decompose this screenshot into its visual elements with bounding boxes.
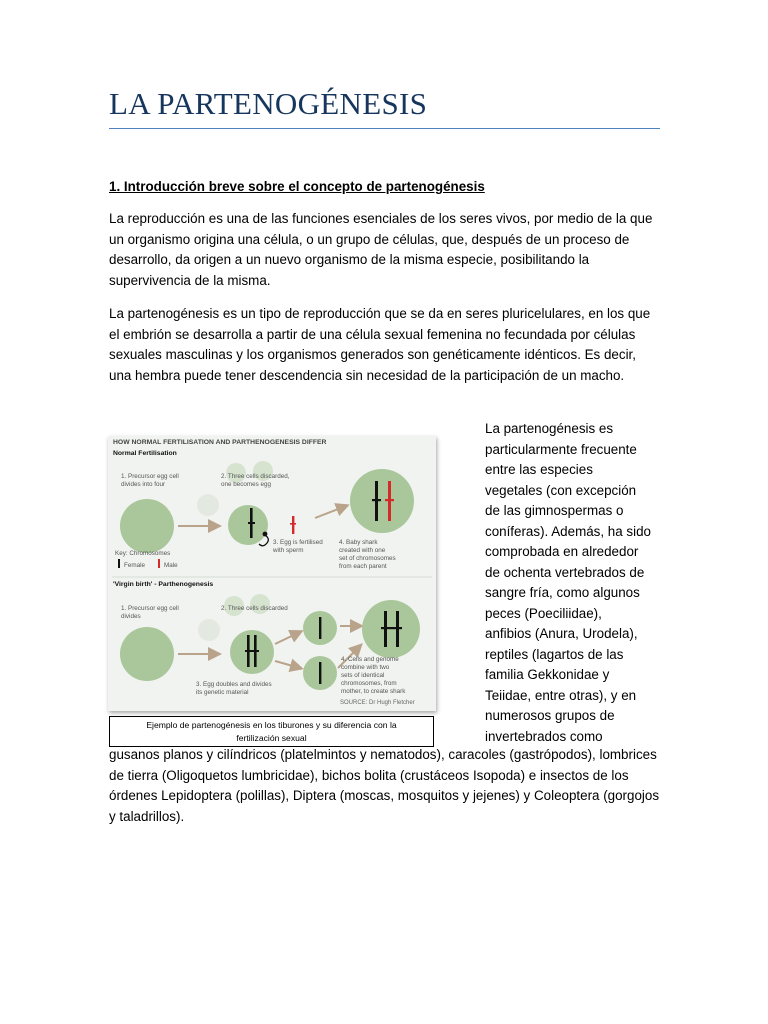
side-line: familia Gekkonidae y xyxy=(485,667,610,682)
side-line: invertebrados como xyxy=(485,728,603,744)
side-line: particularmente frecuente xyxy=(485,441,637,457)
side-line: sangre fría, como algunos xyxy=(485,585,640,600)
discarded-cell xyxy=(197,494,219,516)
female-chromosome-band xyxy=(372,499,381,501)
step2-label: 2. Three cells discarded, xyxy=(221,473,290,480)
source-credit: SOURCE: Dr Hugh Fletcher xyxy=(340,700,415,706)
male-chromosome-band xyxy=(290,523,296,525)
virgin-step1-label: divides xyxy=(121,613,141,620)
paragraph-parthenogenesis-definition: La partenogénesis es un tipo de reproducción que se da en seres pluricelulares, en los que el embrión se desarrolla a partir de una célula sexual femenina no fecundada por células sexuales masculinas y los organismos generados son genéticamente idénticos. Es decir, una hembra puede tener descendencia sin necesidad de la participación de un macho. xyxy=(109,306,651,383)
key-male-label: Male xyxy=(164,562,178,569)
virgin-step4-label: chromosomes, from xyxy=(341,680,397,687)
key-female-label: Female xyxy=(124,562,145,569)
step2-label: one becomes egg xyxy=(221,481,272,488)
male-chromosome-band xyxy=(385,499,394,501)
side-line: numerosos grupos de xyxy=(485,708,615,723)
egg-cell xyxy=(228,505,268,545)
virgin-step4-label: sets of identical xyxy=(341,672,385,679)
step1-label: 1. Precursor egg cell xyxy=(121,473,179,480)
step4-label: created with one xyxy=(339,547,386,554)
key-title: Key: Chromosomes xyxy=(115,550,171,557)
female-chromosome-band xyxy=(381,627,402,629)
step4-label: from each parent xyxy=(339,563,387,570)
side-line: de ochenta vertebrados de xyxy=(485,564,645,580)
virgin-step3-label: 3. Egg doubles and divides xyxy=(196,681,272,688)
arrow xyxy=(275,632,300,644)
virgin-step4-label: combine with two xyxy=(341,664,390,671)
arrow xyxy=(315,506,346,518)
female-chromosome-band xyxy=(248,522,255,524)
discarded-cell xyxy=(198,619,220,641)
virgin-step1-label: 1. Precursor egg cell xyxy=(121,605,179,612)
female-chromosome-band xyxy=(245,650,259,652)
female-chromosome xyxy=(319,617,321,639)
side-line: comprobada en alrededor xyxy=(485,544,639,559)
key-male-swatch xyxy=(158,559,160,568)
diagram-header: HOW NORMAL FERTILISATION AND PARTHENOGENESIS DIFFER xyxy=(113,439,327,446)
virgin-step2-label: 2. Three cells discarded xyxy=(221,605,288,612)
step4-label: set of chromosomes xyxy=(339,555,396,562)
figure-caption xyxy=(109,716,434,747)
side-line: reptiles (lagartos de las xyxy=(485,646,624,662)
virgin-step4-label: 4. Cells and genome xyxy=(341,656,399,663)
sperm-head xyxy=(263,532,268,537)
caption-line: fertilización sexual xyxy=(236,733,307,743)
normal-fertilisation-heading: Normal Fertilisation xyxy=(113,450,177,457)
step1-label: divides into four xyxy=(121,481,166,488)
side-line: La partenogénesis es xyxy=(485,421,614,436)
step3-label: with sperm xyxy=(273,547,304,554)
side-line: de las gimnospermas o xyxy=(485,503,624,518)
female-chromosome xyxy=(319,662,321,684)
caption-line: Ejemplo de partenogénesis en los tiburones y su diferencia con la xyxy=(146,720,397,730)
side-line: peces (Poeciliidae), xyxy=(485,605,602,621)
side-line: vegetales (con excepción xyxy=(485,482,637,498)
side-line: entre las especies xyxy=(485,462,593,477)
paragraph-invertebrates: gusanos planos y cilíndricos (platelmintos y nematodos), caracoles (gastrópodos), lombrices de tierra (Oligoquetos lumbricidae), bichos bolita (crustáceos Isopoda) e insectos de los órdenes Lepidoptera (polillas), Diptera (moscas, mosquitos y jejenes) y Coleoptera (gorgojos y taladrillos). xyxy=(109,747,660,824)
virgin-step4-label: mother, to create shark xyxy=(341,688,406,695)
step4-label: 4. Baby shark xyxy=(339,539,378,546)
arrow xyxy=(275,661,300,668)
paragraph-reproduction: La reproducción es una de las funciones esenciales de los seres vivos, por medio de la que un organismo origina una célula, o un grupo de células, que, después de un proceso de desarrollo, da origen a un nuevo organismo de la misma especie, posibilitando la supervivencia de la misma. xyxy=(109,211,653,288)
side-line: anfibios (Anura, Urodela), xyxy=(485,626,638,641)
precursor-egg-cell xyxy=(120,499,174,553)
side-line: coníferas). Además, ha sido xyxy=(485,523,651,539)
document-title: LA PARTENOGÉNESIS xyxy=(109,86,428,121)
male-chromosome xyxy=(292,516,294,534)
virgin-step3-label: its genetic material xyxy=(196,689,249,696)
precursor-egg-cell xyxy=(120,627,174,681)
fertilised-cell xyxy=(350,469,414,533)
section-heading: 1. Introducción breve sobre el concepto de partenogénesis xyxy=(109,179,485,194)
side-paragraph xyxy=(485,419,665,747)
side-line: Teiidae, entre otras), y en xyxy=(485,687,637,703)
parthenogenesis-heading: 'Virgin birth' - Parthenogenesis xyxy=(113,581,214,588)
title-underline xyxy=(109,128,660,129)
key-female-swatch xyxy=(118,559,120,568)
parthenogenesis-diagram xyxy=(108,436,436,711)
step3-label: 3. Egg is fertilised xyxy=(273,539,323,546)
